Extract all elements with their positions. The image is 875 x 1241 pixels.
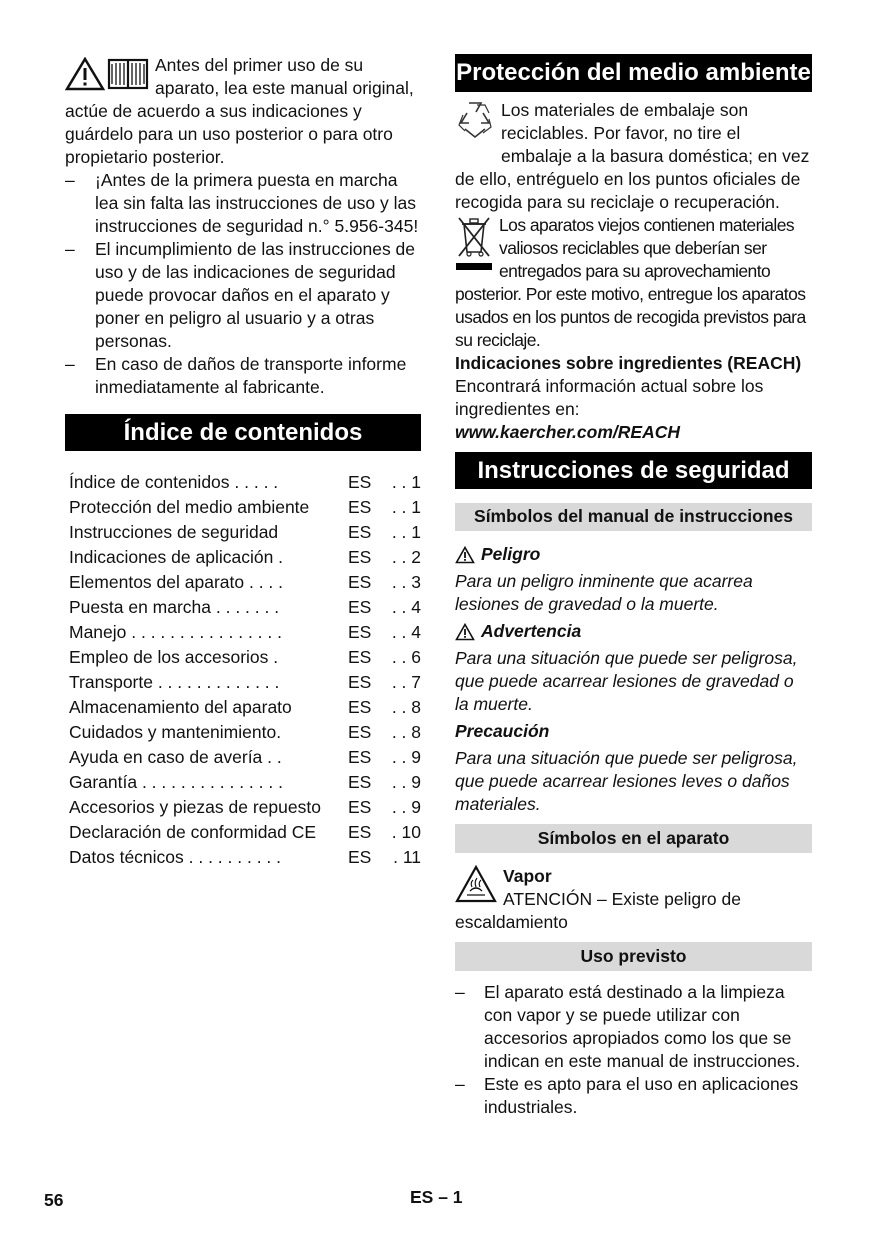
table-of-contents [65,470,421,870]
right-column [455,54,812,1119]
safety-heading: Instrucciones de seguridad [455,452,812,489]
toc-entry-title: Puesta en marcha . . . . . . . [69,597,280,617]
weee-paragraph [455,214,812,352]
reach-link[interactable]: www.kaercher.com/REACH [455,422,680,442]
toc-entry[interactable] [69,845,421,870]
toc-entry-lang: ES [348,747,372,767]
caution-text: Para una situación que puede ser peligrosa, que puede acarrear lesiones leves o daños materiales. [455,748,798,814]
toc-entry-page: . . 9 [391,772,421,792]
manual-symbols-heading: Símbolos del manual de instrucciones [455,503,812,531]
toc-entry-title: Ayuda en caso de avería . . [69,747,282,767]
packaging-paragraph [455,99,812,214]
reach-text: Encontrará información actual sobre los ingredientes en: [455,376,764,419]
intro-text: Antes del primer uso de su aparato, lea este manual original, actúe de acuerdo a sus indicaciones y guárdelo para un uso posterior o para otro propietario posterior. [65,55,414,167]
intended-use-item: – Este es apto para el uso en aplicaciones industriales. [455,1073,812,1119]
intended-use-heading: Uso previsto [455,942,812,971]
crossed-bin-icon [455,214,493,278]
environment-heading: Protección del medio ambiente [455,54,812,92]
packaging-text: Los materiales de embalaje son reciclables. Por favor, no tire el embalaje a la basura doméstica; en vez de ello, entréguelo en los puntos oficiales de recogida para su reciclaje o recuperación. [455,100,810,212]
toc-entry-title: Accesorios y piezas de repuesto [69,797,321,817]
steam-label: Vapor [503,866,552,886]
toc-entry-lang: ES [348,772,372,792]
toc-entry-lang: ES [348,797,372,817]
intro-item: – El incumplimiento de las instrucciones de uso y de las indicaciones de seguridad puede provocar daños en el aparato y poner en peligro al usuario y a otras personas. [65,238,421,353]
toc-entry-lang: ES [348,672,372,692]
toc-entry-lang: ES [348,572,372,592]
left-column [65,54,421,870]
toc-entry-page: . . 3 [391,572,421,592]
toc-entry-lang: ES [348,547,372,567]
toc-entry-page: . . 9 [391,747,421,767]
toc-entry-lang: ES [348,522,372,542]
toc-entry-lang: ES [348,647,372,667]
toc-entry[interactable] [69,570,421,595]
toc-entry-lang: ES [348,722,372,742]
toc-entry-lang: ES [348,472,372,492]
toc-entry-lang: ES [348,822,372,842]
toc-entry-page: . . 9 [391,797,421,817]
toc-entry[interactable] [69,520,421,545]
open-book-icon [107,57,149,91]
toc-entry-title: Cuidados y mantenimiento. [69,722,282,742]
toc-entry[interactable] [69,620,421,645]
toc-entry-page: . . 4 [391,622,421,642]
steam-warning-icon [455,865,497,909]
intro-block [65,54,421,169]
toc-entry-page: . . 8 [391,722,421,742]
toc-entry-title: Indicaciones de aplicación . [69,547,284,567]
toc-entry-page: . . 1 [391,472,421,492]
toc-entry-lang: ES [348,847,372,867]
device-symbols-heading: Símbolos en el aparato [455,824,812,853]
intro-list [65,169,421,399]
intro-icons [65,57,149,91]
toc-entry-title: Empleo de los accesorios . [69,647,279,667]
toc-entry-title: Datos técnicos . . . . . . . . . . [69,847,282,867]
warning-triangle-icon [455,546,475,564]
toc-entry-lang: ES [348,497,372,517]
toc-entry-page: . . 7 [391,672,421,692]
toc-entry[interactable] [69,820,421,845]
toc-entry-page: . . 1 [391,522,421,542]
toc-entry[interactable] [69,695,421,720]
warning-triangle-icon [455,623,475,641]
danger-signal [455,543,812,566]
toc-entry[interactable] [69,645,421,670]
toc-entry[interactable] [69,745,421,770]
toc-entry-title: Índice de contenidos . . . . . [69,472,279,492]
toc-entry[interactable] [69,495,421,520]
toc-entry-title: Declaración de conformidad CE [69,822,317,842]
toc-entry-page: . . 8 [391,697,421,717]
toc-entry-page: . . 2 [391,547,421,567]
warning-label: Advertencia [481,621,582,641]
warning-text: Para una situación que puede ser peligrosa, que puede acarrear lesiones de gravedad o la muerte. [455,648,798,714]
toc-entry-title: Instrucciones de seguridad [69,522,279,542]
warning-triangle-icon [65,57,105,91]
toc-entry-lang: ES [348,597,372,617]
intro-item: – ¡Antes de la primera puesta en marcha lea sin falta las instrucciones de uso y las instrucciones de seguridad n.° 5.956-345! [65,169,421,238]
toc-entry-title: Protección del medio ambiente [69,497,310,517]
toc-entry-title: Garantía . . . . . . . . . . . . . . . [69,772,283,792]
toc-entry-page: . . 4 [391,597,421,617]
toc-entry-title: Elementos del aparato . . . . [69,572,284,592]
toc-entry-page: . . 6 [391,647,421,667]
toc-entry[interactable] [69,470,421,495]
toc-heading: Índice de contenidos [65,414,421,451]
toc-entry-page: . 11 [393,847,421,867]
toc-entry-lang: ES [348,622,372,642]
intended-use-item: – El aparato está destinado a la limpieza con vapor y se puede utilizar con accesorios apropiados como los que se indican en este manual de instrucciones. [455,981,812,1073]
recycling-icon [455,99,495,147]
toc-entry[interactable] [69,670,421,695]
warning-signal [455,620,812,643]
toc-entry-lang: ES [348,697,372,717]
toc-entry[interactable] [69,770,421,795]
toc-entry[interactable] [69,795,421,820]
steam-text: ATENCIÓN – Existe peligro de escaldamiento [455,889,741,932]
toc-entry-title: Almacenamiento del aparato [69,697,292,717]
reach-heading: Indicaciones sobre ingredientes (REACH) [455,353,802,373]
intro-item: – En caso de daños de transporte informe inmediatamente al fabricante. [65,353,421,399]
intended-use-list [455,981,812,1119]
toc-entry-page: . . 1 [391,497,421,517]
toc-entry-title: Manejo . . . . . . . . . . . . . . . . [69,622,282,642]
danger-text: Para un peligro inminente que acarrea lesiones de gravedad o la muerte. [455,571,753,614]
footer-page-number: 56 [44,1190,64,1210]
steam-paragraph [455,865,812,934]
toc-entry-page: . 10 [391,822,421,842]
toc-entry[interactable] [69,545,421,570]
danger-label: Peligro [481,544,541,564]
toc-entry[interactable] [69,720,421,745]
toc-entry-title: Transporte . . . . . . . . . . . . . [69,672,280,692]
toc-entry[interactable] [69,595,421,620]
caution-label: Precaución [455,721,550,741]
weee-text: Los aparatos viejos contienen materiales valiosos reciclables que deberían ser entregados para su aprovechamiento posterior. Por este motivo, entregue los aparatos usados en los puntos de recogida previstos para su reciclaje. [455,215,806,350]
footer-section-code: ES – 1 [410,1187,463,1207]
